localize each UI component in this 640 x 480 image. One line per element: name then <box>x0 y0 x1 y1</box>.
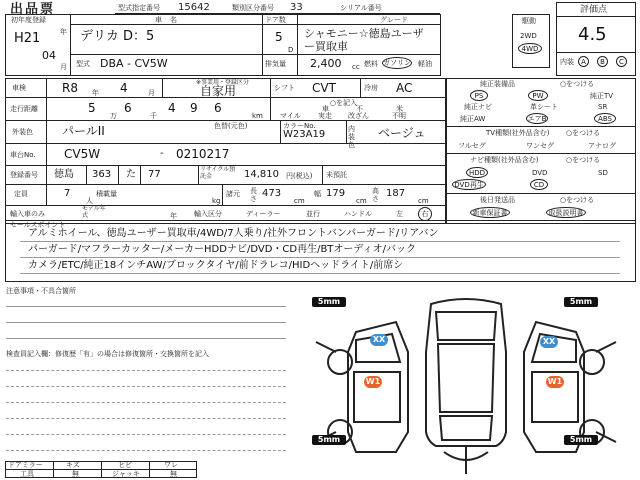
handle-label: ハンドル <box>344 210 372 218</box>
footer-h1: ドアミラー <box>8 461 43 469</box>
mileage-sen: 千 <box>150 112 157 120</box>
displacement-label: 排気量 <box>265 60 286 68</box>
chassis-model: CV5W <box>64 147 101 161</box>
mileage-label: 走行距離 <box>10 105 38 113</box>
meter-small-1: 車 <box>322 105 329 113</box>
meter-small-3: 米 <box>396 105 403 113</box>
mileage-digit-5: 6 <box>214 101 222 115</box>
tag-5mm-tr: 5mm <box>564 297 598 307</box>
tv-full: フルセグ <box>458 142 486 150</box>
score-label: 評価点 <box>580 5 608 15</box>
fuel-light: 軽油 <box>418 60 432 68</box>
mileage-unit: km <box>252 112 263 120</box>
change-note: ○を記入 <box>330 99 358 107</box>
length-unit: cm <box>294 197 305 205</box>
sales-line-2: パーガード/マフラーカッター/メーカーHDDナビ/DVD・CD再生/BTオーディオ/バック <box>28 244 416 255</box>
height-unit: cm <box>418 197 429 205</box>
recycle-label: リサイクル預託金 <box>200 166 236 180</box>
nav-hdd: HDD <box>466 167 488 178</box>
door-unit: D <box>288 46 294 54</box>
width-label: 幅 <box>314 190 321 198</box>
car-name: デリカ D：5 <box>80 29 155 44</box>
nav-dvd: DVD <box>532 169 548 177</box>
equip-airbag: エアB <box>527 115 547 123</box>
mark-xx-left: XX <box>370 334 388 346</box>
import-label: 輸入車のみ <box>10 210 45 218</box>
color-change-label: 色替(元色) <box>214 122 248 130</box>
ac-label: 冷房 <box>364 84 378 92</box>
color-no-label: カラーNo. <box>283 122 316 130</box>
width-value: 179 <box>326 188 346 199</box>
dimensions-label: 諸元 <box>226 190 240 198</box>
footer-v3: ジャッキ <box>112 470 140 478</box>
interior-label: 内装 <box>560 58 574 66</box>
mileage-digit-4: 9 <box>190 101 198 115</box>
car-damage-diagram <box>296 292 636 480</box>
usage-note: ※事業用・登録区分 <box>196 79 250 86</box>
import-dealer: ディーラー <box>246 210 281 218</box>
model-designation-value: 15642 <box>178 2 210 13</box>
retrofit-note: ○をつける <box>560 196 595 204</box>
equipment-note: ○をつける <box>560 80 595 88</box>
handle-right-circled: 右 <box>418 207 432 221</box>
doors-label: ドア数 <box>265 16 286 24</box>
equipment-title: 純正装備品 <box>480 80 515 88</box>
footer-v1: 工具 <box>20 470 34 478</box>
length-value: 473 <box>262 188 282 199</box>
color-no-value: W23A19 <box>283 129 326 140</box>
chassis-number: 0210217 <box>176 147 230 161</box>
tv-analog: アナログ <box>588 142 616 150</box>
nav-title: ナビ種類(社外品含む) <box>470 156 539 164</box>
inspection-month: 4 <box>120 81 128 95</box>
displacement-unit: cc <box>352 63 360 71</box>
meter-actual: 実走 <box>318 112 332 120</box>
height-value: 187 <box>386 188 406 199</box>
import-type-label: 輸入区分 <box>194 210 222 218</box>
category-value: 33 <box>290 2 303 13</box>
meter-tampered: 改ざん <box>348 112 369 120</box>
equip-aw: 純正AW <box>460 115 486 123</box>
retrofit-manual: 取扱説明書 <box>546 207 586 218</box>
tv-note: ○をつける <box>566 129 601 137</box>
retrofit-title: 後日発送品 <box>480 196 515 204</box>
footer-h3: ヒビ <box>118 461 132 469</box>
model-year-label: モデル年式 <box>82 205 106 219</box>
first-reg-label: 初年度登録 <box>11 16 46 24</box>
length-label: 長さ <box>250 187 257 203</box>
model-year-unit: 年 <box>170 212 177 220</box>
serial-label: シリアル番号 <box>340 4 382 12</box>
equip-tv: 純正TV <box>590 92 614 100</box>
drive-4wd-circled: 4WD <box>518 43 542 54</box>
load-unit: kg <box>212 197 221 205</box>
tv-title: TV種類(社外品含む) <box>486 129 550 137</box>
equip-ps: PS <box>470 90 488 101</box>
equip-sr: SR <box>598 103 608 111</box>
displacement-value: 2,400 <box>310 57 342 70</box>
nav-dvd-play: DVD再生 <box>452 179 486 190</box>
mark-w1-left: W1 <box>365 377 381 386</box>
mileage-digit-2: 6 <box>124 101 132 115</box>
inspection-label: 車検 <box>12 84 26 92</box>
recycle-unit: 円(税込) <box>286 172 313 180</box>
color-value: パールII <box>62 124 105 138</box>
month-unit: 月 <box>60 63 67 71</box>
equip-nav: 純正ナビ <box>464 103 492 111</box>
equip-pw: PW <box>528 90 548 101</box>
retrofit-warranty: 新車保証書 <box>470 207 510 218</box>
inspection-year-unit: 年 <box>92 89 99 97</box>
nav-sd: SD <box>598 169 608 177</box>
sales-points-title: セールスポイント <box>10 221 66 229</box>
sales-line-3: カメラ/ETC/純正18インチAW/ブロックタイヤ/前ドラレコ/HIDヘッドライト/前席シ <box>28 260 404 271</box>
interior-c: C <box>616 56 627 67</box>
plate-number: 77 <box>148 169 161 180</box>
capacity-unit: 人 <box>86 197 93 205</box>
shift-value: CVT <box>312 81 336 95</box>
tv-one: ワンセグ <box>526 142 554 150</box>
mileage-digit-1: 5 <box>88 101 96 115</box>
import-parallel: 並行 <box>306 210 320 218</box>
load-label: 積載量 <box>96 190 117 198</box>
capacity-value: 7 <box>64 188 71 199</box>
capacity-label: 定員 <box>14 190 28 198</box>
footer-v4: 無 <box>170 470 177 478</box>
tag-5mm-br: 5mm <box>564 435 598 445</box>
handle-left: 左 <box>396 210 403 218</box>
meter-small-2: 不 <box>356 105 363 113</box>
doors-value: 5 <box>275 30 283 44</box>
inspector-title: 検査員記入欄：修復歴「有」の場合は修復箇所・交換箇所を記入 <box>6 350 209 358</box>
interior-color-label: 内装色 <box>348 125 355 149</box>
interior-color-value: ベージュ <box>378 126 426 140</box>
drive-2wd: 2WD <box>520 32 537 40</box>
plate-kana: た <box>126 169 136 180</box>
color-label: 外装色 <box>12 128 33 136</box>
ac-value: AC <box>396 81 413 95</box>
height-label: 高さ <box>372 187 379 203</box>
sales-line-1: アルミホイール、徳島ユーザー買取車/4WD/7人乗り/社外フロントバンパーガード/リアバン <box>28 228 439 239</box>
model-type: DBA - CV5W <box>100 57 168 70</box>
nav-cd: CD <box>530 179 548 190</box>
plate-label: 登録番号 <box>10 171 38 179</box>
inspection-year: R8 <box>62 81 78 95</box>
width-unit: cm <box>356 197 367 205</box>
form-title: 出品票 <box>10 2 56 17</box>
reg-month: 04 <box>42 49 56 62</box>
interior-a: A <box>578 56 589 67</box>
plate-area: 徳島 <box>54 169 74 180</box>
notes-title: 注意事項・不具合箇所 <box>6 287 76 295</box>
equip-leather: 革シート <box>530 103 558 111</box>
tag-5mm-bl: 5mm <box>312 435 346 445</box>
chassis-label: 車台No. <box>10 151 36 159</box>
meter-mile: マイル <box>280 112 301 120</box>
recycle-status: 未預託 <box>326 171 347 179</box>
usage-value: 自家用 <box>200 84 237 98</box>
tag-5mm-tl: 5mm <box>312 297 346 307</box>
fuel-gas-circled: ガソリン <box>383 59 411 67</box>
inspection-month-unit: 月 <box>148 89 155 97</box>
mileage-digit-3: 4 <box>168 101 176 115</box>
year-unit: 年 <box>60 28 67 36</box>
footer-h4: ワレ <box>164 461 178 469</box>
recycle-value: 14,810 <box>244 169 279 180</box>
footer-v2: 無 <box>72 470 79 478</box>
model-designation-label: 型式指定番号 <box>118 4 160 12</box>
mark-xx-right: XX <box>540 336 558 348</box>
era-year: H21 <box>14 31 41 46</box>
meter-unknown: 不明 <box>392 112 406 120</box>
shift-label: シフト <box>274 84 295 92</box>
mark-w1-right: W1 <box>547 377 563 386</box>
plate-class: 363 <box>92 169 112 180</box>
footer-h2: キズ <box>66 461 80 469</box>
car-name-label: 車名 <box>155 16 185 24</box>
model-type-label: 型式 <box>76 60 90 68</box>
grade-value: シャモニー☆徳島ユーザー買取車 <box>304 27 424 53</box>
drive-label: 駆動 <box>522 17 536 25</box>
interior-b-circled: B <box>597 56 608 67</box>
score-value: 4.5 <box>578 24 607 45</box>
fuel-label: 燃料 <box>364 60 378 68</box>
category-label: 類別区分番号 <box>232 4 274 12</box>
equip-abs: ABS <box>594 113 616 124</box>
nav-note: ○をつける <box>566 156 601 164</box>
mileage-man: 万 <box>110 112 117 120</box>
grade-label: グレード <box>380 16 408 24</box>
